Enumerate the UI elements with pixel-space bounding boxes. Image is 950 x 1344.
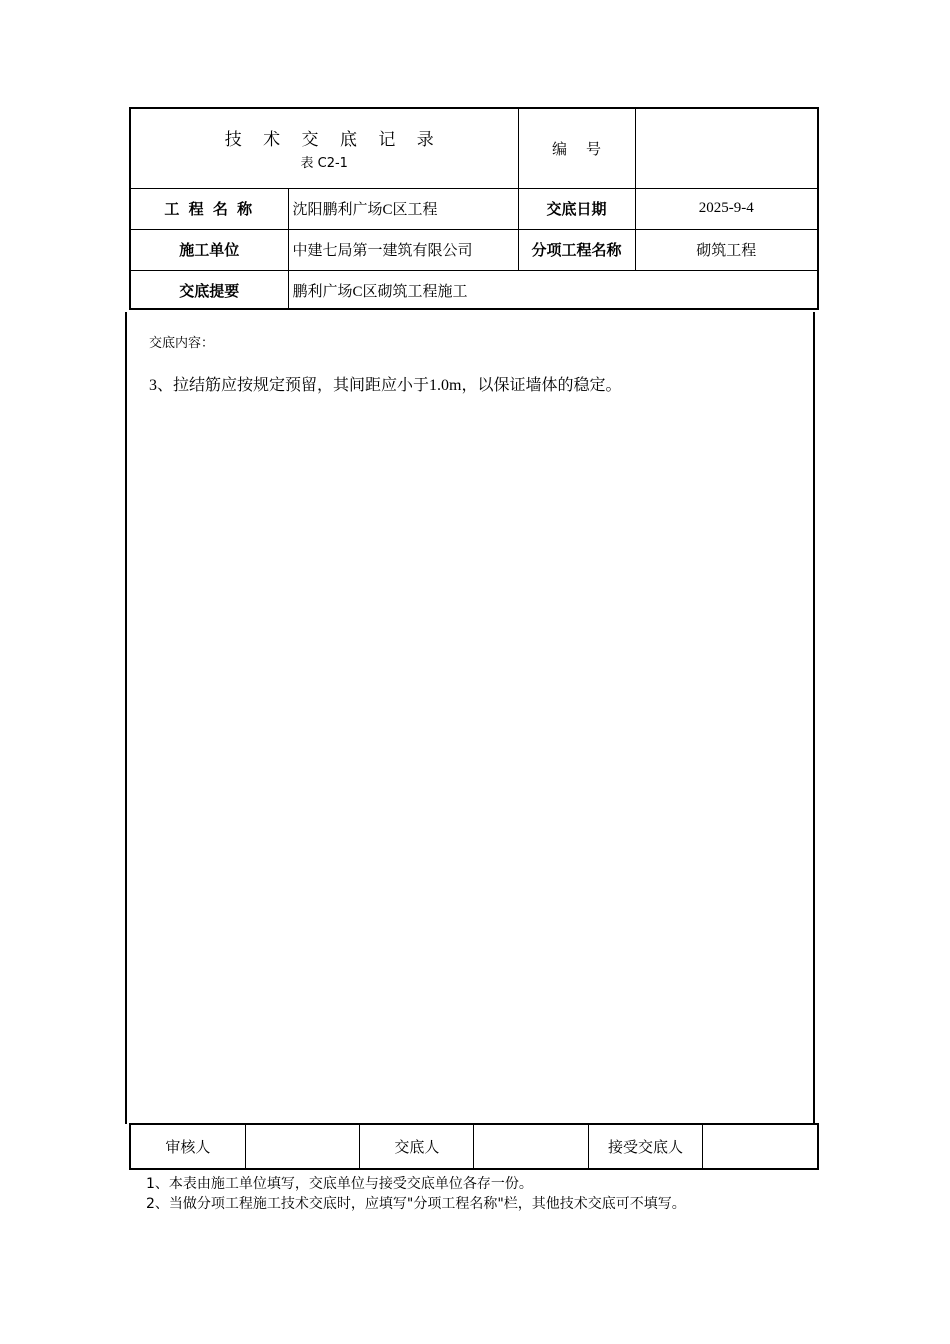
subproject-label: 分项工程名称 — [518, 229, 635, 270]
note-2: 2、当做分项工程施工技术交底时，应填写"分项工程名称"栏，其他技术交底可不填写。 — [146, 1196, 686, 1212]
subproject-value[interactable]: 砌筑工程 — [635, 229, 817, 270]
summary-value[interactable]: 鹏利广场C区砌筑工程施工 — [288, 270, 817, 310]
project-name-value[interactable]: 沈阳鹏利广场C区工程 — [288, 188, 518, 229]
content-label: 交底内容： — [149, 335, 215, 350]
date-value[interactable]: 2025-9-4 — [635, 188, 817, 229]
reviewer-label: 审核人 — [165, 1138, 211, 1156]
signature-row — [129, 1123, 819, 1170]
summary-label: 交底提要 — [131, 270, 288, 310]
header-table — [129, 107, 819, 310]
receiver-value[interactable] — [703, 1125, 817, 1168]
content-area[interactable] — [125, 312, 815, 1124]
contractor-value[interactable]: 中建七局第一建筑有限公司 — [288, 229, 518, 270]
discloser-label: 交底人 — [360, 1125, 474, 1168]
contractor-label: 施工单位 — [131, 229, 288, 270]
note-1: 1、本表由施工单位填写，交底单位与接受交底单位各存一份。 — [146, 1176, 533, 1192]
date-label: 交底日期 — [518, 188, 635, 229]
discloser-value[interactable] — [474, 1125, 588, 1168]
number-value[interactable] — [635, 109, 817, 188]
receiver-label: 接受交底人 — [588, 1125, 702, 1168]
content-text: 3、拉结筋应按规定预留，其间距应小于1.0m，以保证墙体的稳定。 — [149, 377, 622, 394]
number-label: 编 号 — [518, 109, 635, 188]
project-name-label: 工 程 名 称 — [131, 188, 288, 229]
form-title-cell — [131, 109, 518, 188]
form-code: 表 C2-1 — [300, 156, 348, 172]
form-title: 技 术 交 底 记 录 — [224, 130, 442, 151]
reviewer-value[interactable] — [245, 1125, 359, 1168]
